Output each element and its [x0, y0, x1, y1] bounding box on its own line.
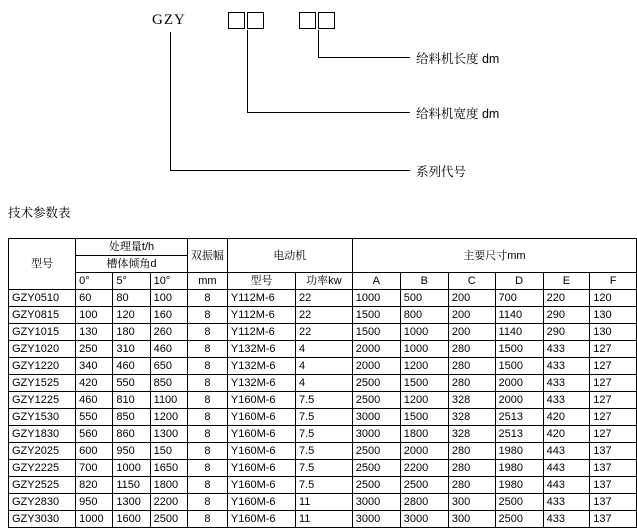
- cell-cap-10: 2500: [150, 511, 187, 528]
- header-dim-d: D: [495, 273, 543, 290]
- cell-dim-f: 127: [590, 358, 637, 375]
- cell-dim-e: 443: [543, 460, 590, 477]
- cell-dim-c: 280: [448, 477, 495, 494]
- header-motor-type: 型号: [227, 273, 295, 290]
- spec-table: [8, 238, 637, 528]
- table-row: [9, 324, 637, 341]
- cell-dim-d: 700: [495, 290, 543, 307]
- cell-dim-e: 433: [543, 375, 590, 392]
- cell-amplitude: 8: [187, 290, 227, 307]
- cell-motor-power: 7.5: [296, 409, 353, 426]
- cell-motor-power: 11: [296, 494, 353, 511]
- note-series: 系列代号: [416, 165, 467, 179]
- leader-length-horizontal: [318, 57, 410, 58]
- cell-cap-0: 1000: [76, 511, 113, 528]
- leader-width-horizontal: [247, 112, 410, 113]
- cell-dim-a: 1000: [352, 290, 400, 307]
- table-header: [9, 239, 637, 290]
- cell-motor-type: Y160M-6: [227, 426, 295, 443]
- cell-dim-c: 328: [448, 409, 495, 426]
- cell-amplitude: 8: [187, 409, 227, 426]
- cell-model: GZY1020: [9, 341, 76, 358]
- table-row: [9, 477, 637, 494]
- table-row: [9, 426, 637, 443]
- cell-cap-0: 820: [76, 477, 113, 494]
- cell-dim-c: 328: [448, 426, 495, 443]
- cell-cap-0: 100: [76, 307, 113, 324]
- cell-dim-c: 300: [448, 511, 495, 528]
- leader-series-vertical: [170, 32, 171, 170]
- header-amplitude-unit: mm: [187, 273, 227, 290]
- cell-motor-type: Y160M-6: [227, 477, 295, 494]
- cell-dim-d: 2500: [495, 511, 543, 528]
- cell-cap-0: 250: [76, 341, 113, 358]
- note-length: 给料机长度 dm: [416, 52, 500, 66]
- cell-dim-e: 443: [543, 443, 590, 460]
- cell-dim-e: 433: [543, 392, 590, 409]
- header-dim-c: C: [448, 273, 495, 290]
- cell-dim-f: 137: [590, 494, 637, 511]
- cell-motor-power: 7.5: [296, 477, 353, 494]
- cell-dim-a: 3000: [352, 409, 400, 426]
- cell-cap-0: 460: [76, 392, 113, 409]
- cell-dim-d: 1980: [495, 477, 543, 494]
- cell-dim-d: 1140: [495, 324, 543, 341]
- cell-dim-d: 2513: [495, 409, 543, 426]
- cell-cap-10: 650: [150, 358, 187, 375]
- cell-dim-f: 127: [590, 375, 637, 392]
- cell-model: GZY1530: [9, 409, 76, 426]
- leader-series-horizontal: [170, 170, 410, 171]
- cell-cap-10: 100: [150, 290, 187, 307]
- cell-dim-d: 1500: [495, 341, 543, 358]
- cell-dim-d: 2000: [495, 375, 543, 392]
- width-box-1: [228, 12, 245, 29]
- cell-dim-f: 137: [590, 511, 637, 528]
- cell-dim-a: 1500: [352, 324, 400, 341]
- cell-cap-5: 550: [113, 375, 150, 392]
- header-amplitude: 双振幅: [187, 239, 227, 273]
- cell-model: GZY1830: [9, 426, 76, 443]
- cell-amplitude: 8: [187, 375, 227, 392]
- cell-dim-c: 300: [448, 494, 495, 511]
- cell-cap-5: 460: [113, 358, 150, 375]
- header-angle-0: 0°: [76, 273, 113, 290]
- cell-dim-c: 200: [448, 324, 495, 341]
- cell-dim-e: 220: [543, 290, 590, 307]
- cell-dim-a: 2000: [352, 358, 400, 375]
- cell-model: GZY1525: [9, 375, 76, 392]
- cell-amplitude: 8: [187, 307, 227, 324]
- cell-model: GZY1225: [9, 392, 76, 409]
- cell-dim-a: 2500: [352, 460, 400, 477]
- cell-dim-a: 2500: [352, 477, 400, 494]
- cell-dim-c: 200: [448, 307, 495, 324]
- cell-cap-10: 260: [150, 324, 187, 341]
- cell-cap-5: 310: [113, 341, 150, 358]
- cell-dim-f: 127: [590, 426, 637, 443]
- cell-motor-type: Y132M-6: [227, 358, 295, 375]
- cell-motor-power: 22: [296, 290, 353, 307]
- header-dim-a: A: [352, 273, 400, 290]
- cell-cap-0: 700: [76, 460, 113, 477]
- cell-cap-5: 1600: [113, 511, 150, 528]
- cell-dim-b: 500: [400, 290, 448, 307]
- cell-dim-e: 433: [543, 511, 590, 528]
- cell-dim-f: 120: [590, 290, 637, 307]
- table-row: [9, 375, 637, 392]
- header-dims-group: 主要尺寸mm: [352, 239, 636, 273]
- cell-cap-0: 600: [76, 443, 113, 460]
- cell-cap-0: 420: [76, 375, 113, 392]
- cell-cap-10: 850: [150, 375, 187, 392]
- cell-amplitude: 8: [187, 460, 227, 477]
- cell-dim-a: 2500: [352, 443, 400, 460]
- cell-cap-10: 160: [150, 307, 187, 324]
- cell-cap-5: 810: [113, 392, 150, 409]
- cell-dim-b: 2500: [400, 477, 448, 494]
- width-box-2: [247, 12, 264, 29]
- cell-dim-c: 280: [448, 358, 495, 375]
- cell-amplitude: 8: [187, 324, 227, 341]
- cell-dim-e: 420: [543, 409, 590, 426]
- cell-amplitude: 8: [187, 511, 227, 528]
- cell-dim-f: 137: [590, 477, 637, 494]
- table-row: [9, 409, 637, 426]
- note-width: 给料机宽度 dm: [416, 107, 500, 121]
- cell-cap-5: 80: [113, 290, 150, 307]
- cell-dim-f: 127: [590, 392, 637, 409]
- table-row: [9, 358, 637, 375]
- cell-dim-b: 2800: [400, 494, 448, 511]
- cell-dim-b: 2200: [400, 460, 448, 477]
- cell-dim-f: 137: [590, 443, 637, 460]
- cell-dim-e: 290: [543, 324, 590, 341]
- cell-dim-d: 1140: [495, 307, 543, 324]
- cell-dim-f: 127: [590, 409, 637, 426]
- cell-cap-5: 1300: [113, 494, 150, 511]
- cell-dim-b: 1800: [400, 426, 448, 443]
- cell-model: GZY1220: [9, 358, 76, 375]
- header-capacity-group: 处理量t/h: [76, 239, 188, 256]
- cell-dim-c: 280: [448, 443, 495, 460]
- cell-dim-f: 137: [590, 460, 637, 477]
- leader-width-vertical: [247, 30, 248, 112]
- cell-cap-5: 950: [113, 443, 150, 460]
- cell-dim-c: 200: [448, 290, 495, 307]
- cell-cap-0: 560: [76, 426, 113, 443]
- cell-cap-10: 150: [150, 443, 187, 460]
- cell-amplitude: 8: [187, 341, 227, 358]
- header-angle-10: 10°: [150, 273, 187, 290]
- cell-dim-b: 800: [400, 307, 448, 324]
- cell-model: GZY0510: [9, 290, 76, 307]
- model-code-diagram: [0, 0, 637, 200]
- cell-dim-b: 2000: [400, 443, 448, 460]
- cell-model: GZY1015: [9, 324, 76, 341]
- cell-dim-a: 2500: [352, 375, 400, 392]
- header-capacity-sub: 槽体倾角d: [76, 256, 188, 273]
- cell-cap-5: 850: [113, 409, 150, 426]
- cell-motor-type: Y160M-6: [227, 511, 295, 528]
- length-code-boxes: [299, 12, 335, 29]
- table-row: [9, 307, 637, 324]
- cell-dim-c: 280: [448, 375, 495, 392]
- series-code-text: GZY: [152, 12, 186, 28]
- cell-dim-d: 2000: [495, 392, 543, 409]
- width-code-boxes: [228, 12, 264, 29]
- cell-motor-power: 7.5: [296, 426, 353, 443]
- cell-model: GZY0815: [9, 307, 76, 324]
- cell-cap-5: 180: [113, 324, 150, 341]
- header-dim-e: E: [543, 273, 590, 290]
- cell-motor-type: Y160M-6: [227, 443, 295, 460]
- cell-motor-power: 7.5: [296, 460, 353, 477]
- cell-dim-f: 127: [590, 341, 637, 358]
- table-row: [9, 494, 637, 511]
- table-row: [9, 341, 637, 358]
- header-angle-5: 5°: [113, 273, 150, 290]
- cell-dim-a: 3000: [352, 511, 400, 528]
- cell-motor-type: Y112M-6: [227, 324, 295, 341]
- header-dim-b: B: [400, 273, 448, 290]
- cell-dim-b: 3000: [400, 511, 448, 528]
- leader-length-vertical: [318, 30, 319, 57]
- cell-motor-type: Y132M-6: [227, 341, 295, 358]
- table-row: [9, 290, 637, 307]
- table-body: [9, 290, 637, 528]
- cell-cap-5: 1150: [113, 477, 150, 494]
- cell-dim-c: 280: [448, 341, 495, 358]
- cell-dim-b: 1000: [400, 324, 448, 341]
- cell-dim-d: 1980: [495, 460, 543, 477]
- cell-amplitude: 8: [187, 477, 227, 494]
- cell-motor-power: 11: [296, 511, 353, 528]
- cell-amplitude: 8: [187, 494, 227, 511]
- header-motor-power: 功率kw: [296, 273, 353, 290]
- cell-dim-b: 1500: [400, 409, 448, 426]
- cell-dim-e: 443: [543, 477, 590, 494]
- cell-cap-0: 130: [76, 324, 113, 341]
- cell-motor-type: Y160M-6: [227, 494, 295, 511]
- cell-cap-0: 950: [76, 494, 113, 511]
- cell-motor-type: Y132M-6: [227, 375, 295, 392]
- cell-model: GZY2830: [9, 494, 76, 511]
- cell-dim-a: 3000: [352, 426, 400, 443]
- cell-cap-5: 1000: [113, 460, 150, 477]
- header-model: 型号: [9, 239, 76, 290]
- cell-cap-10: 460: [150, 341, 187, 358]
- cell-dim-a: 2000: [352, 341, 400, 358]
- section-title: 技术参数表: [8, 206, 71, 220]
- cell-dim-e: 433: [543, 341, 590, 358]
- cell-motor-type: Y112M-6: [227, 290, 295, 307]
- cell-model: GZY3030: [9, 511, 76, 528]
- cell-motor-power: 22: [296, 324, 353, 341]
- cell-dim-d: 1980: [495, 443, 543, 460]
- cell-dim-b: 1500: [400, 375, 448, 392]
- cell-dim-a: 2500: [352, 392, 400, 409]
- cell-dim-c: 328: [448, 392, 495, 409]
- cell-motor-power: 22: [296, 307, 353, 324]
- cell-dim-b: 1000: [400, 341, 448, 358]
- table-header-row-1: [9, 239, 637, 256]
- cell-motor-power: 7.5: [296, 443, 353, 460]
- cell-dim-a: 1500: [352, 307, 400, 324]
- cell-motor-power: 4: [296, 375, 353, 392]
- cell-cap-5: 860: [113, 426, 150, 443]
- cell-dim-b: 1200: [400, 358, 448, 375]
- cell-model: GZY2525: [9, 477, 76, 494]
- cell-model: GZY2025: [9, 443, 76, 460]
- cell-dim-b: 1200: [400, 392, 448, 409]
- cell-motor-power: 4: [296, 358, 353, 375]
- cell-dim-e: 433: [543, 494, 590, 511]
- cell-cap-0: 340: [76, 358, 113, 375]
- cell-motor-type: Y160M-6: [227, 460, 295, 477]
- cell-motor-type: Y112M-6: [227, 307, 295, 324]
- cell-model: GZY2225: [9, 460, 76, 477]
- cell-amplitude: 8: [187, 426, 227, 443]
- cell-cap-10: 1300: [150, 426, 187, 443]
- cell-dim-d: 2500: [495, 494, 543, 511]
- cell-cap-10: 1200: [150, 409, 187, 426]
- header-dim-f: F: [590, 273, 637, 290]
- cell-dim-f: 130: [590, 307, 637, 324]
- cell-amplitude: 8: [187, 443, 227, 460]
- table-row: [9, 460, 637, 477]
- cell-dim-a: 3000: [352, 494, 400, 511]
- cell-cap-10: 1800: [150, 477, 187, 494]
- table-row: [9, 392, 637, 409]
- cell-dim-e: 290: [543, 307, 590, 324]
- cell-dim-e: 420: [543, 426, 590, 443]
- cell-dim-d: 1500: [495, 358, 543, 375]
- cell-motor-type: Y160M-6: [227, 409, 295, 426]
- table-header-row-3: [9, 273, 637, 290]
- cell-cap-0: 550: [76, 409, 113, 426]
- cell-cap-10: 1650: [150, 460, 187, 477]
- length-box-1: [299, 12, 316, 29]
- cell-cap-10: 2200: [150, 494, 187, 511]
- cell-motor-power: 4: [296, 341, 353, 358]
- table-row: [9, 443, 637, 460]
- cell-amplitude: 8: [187, 358, 227, 375]
- table-row: [9, 511, 637, 528]
- cell-motor-power: 7.5: [296, 392, 353, 409]
- cell-dim-c: 280: [448, 460, 495, 477]
- cell-cap-0: 60: [76, 290, 113, 307]
- length-box-2: [318, 12, 335, 29]
- cell-cap-10: 1100: [150, 392, 187, 409]
- cell-motor-type: Y160M-6: [227, 392, 295, 409]
- cell-cap-5: 120: [113, 307, 150, 324]
- cell-dim-d: 2513: [495, 426, 543, 443]
- header-motor-group: 电动机: [227, 239, 352, 273]
- cell-dim-f: 130: [590, 324, 637, 341]
- cell-amplitude: 8: [187, 392, 227, 409]
- cell-dim-e: 433: [543, 358, 590, 375]
